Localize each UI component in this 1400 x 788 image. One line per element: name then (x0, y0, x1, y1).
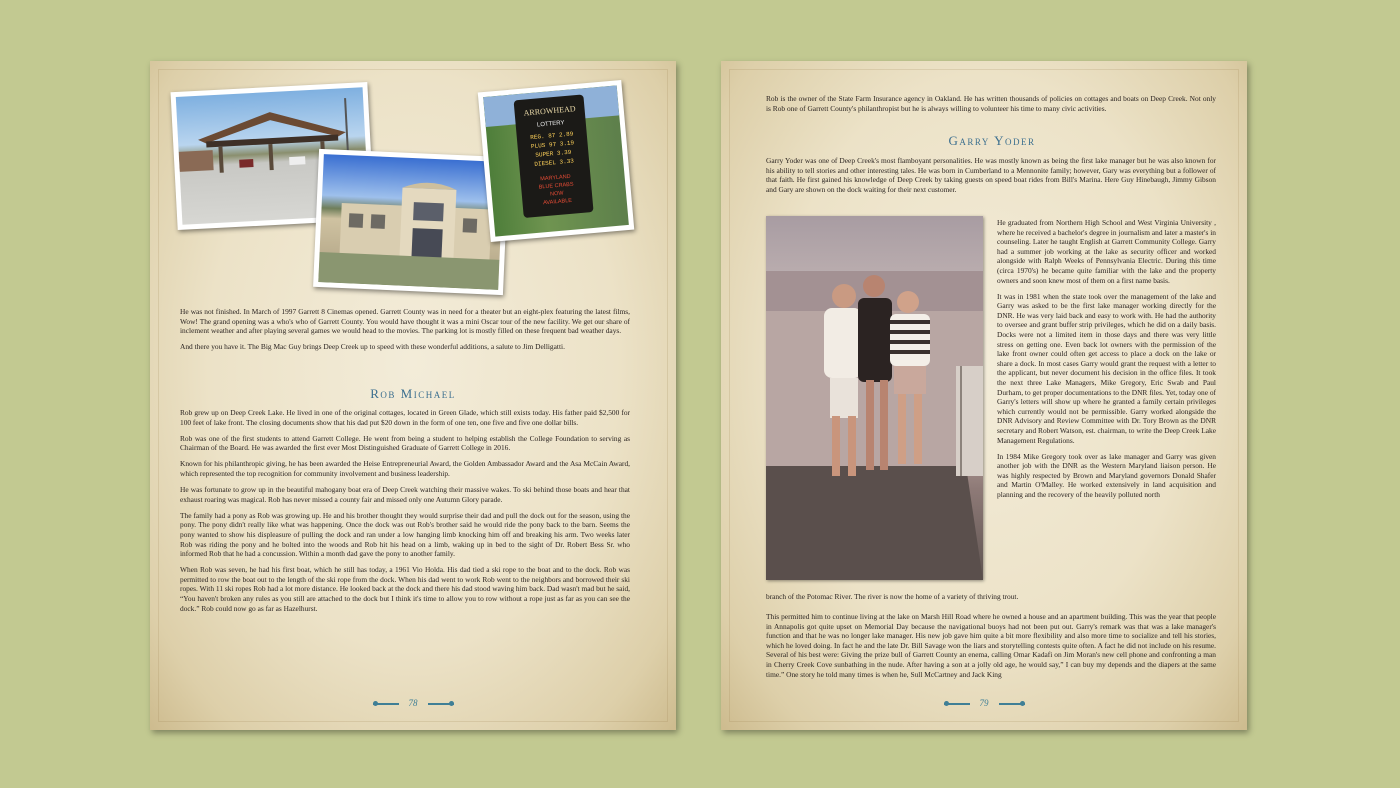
sign-price-2: PLUS 97 3.19 (530, 139, 575, 151)
folio-ornament-left (944, 703, 970, 705)
paragraph: He graduated from Northern High School and West Virginia University , where he received a bachelor's degree in journalism and later a master's in counseling. Later he taught English at Garrett Community College. Garry had a summer job working at the lake as security officer and worked alongside with Ralph Weeks of Pennsylvania Electric. During this time (circa 1970's) he became quite familiar with the lake and the property owners and soon knew most of them on a first name basis. (997, 218, 1216, 285)
paragraph: In 1984 Mike Gregory took over as lake manager and Garry was given another job with the DNR as the Western Maryland liaison person. He was highly respected by Brown and Maryland governors Donald Shafer and Martin O'Malley. He worked extensively in land acquisition and planning and the recovery of the heavily polluted north (997, 451, 1216, 500)
photo-men-on-dock (766, 216, 983, 580)
right-bottom-text (766, 612, 1216, 686)
paragraph: Rob is the owner of the State Farm Insurance agency in Oakland. He has written thousands of policies on cottages and boats on Deep Creek. Not only is Rob one of Garrett County's philanthropist but he is always willing to volunteer his time to many civic activities. (766, 94, 1216, 113)
paragraph: Garry Yoder was one of Deep Creek's most flamboyant personalities. He was mostly known as being the first lake manager but he was also known for his ability to tell stories and other interesting tales. He was born in Cumberland to a Mennonite family; however, Gary was everything but a follower of that faith. He first gained his knowledge of Deep Creek by taking guests on speed boat rides from Bill's Marina. Here Guy Hinebaugh, Jimmy Gibson and Gary are shown on the dock waiting for their next customer. (766, 156, 1216, 194)
page-number: 78 (408, 698, 418, 708)
right-column-text (997, 218, 1216, 500)
photo-arrowhead-sign (478, 80, 635, 242)
sign-price-4: DIESEL 3.33 (534, 157, 575, 168)
folio-ornament-right (428, 703, 454, 705)
paragraph: When Rob was seven, he had his first boat, which he still has today, a 1961 Vio Holda. His dad tied a ski rope to the boat and to the dock. Rob was permitted to row the boat out to the length of the ski rope from the dock. When his dad went to work Rob went to the neighbors and borrowed their ski ropes. With 11 ski ropes Rob had a lot more distance. He looked back at the dock and there his dad stood waving him back. Dad wasn't mad but he said, “You haven't broken any rules as you still are attached to the dock but I think it's time to allow you to row without a rope just as far as you can see the dock.” Rob could now go as far as Hazelhurst. (180, 565, 630, 613)
paragraph: Rob grew up on Deep Creek Lake. He lived in one of the original cottages, located in Green Glade, which still exists today. His father paid $2,500 for 100 feet of lake front. The closing documents show that his dad put $20 down in the form of one ten, one five and five one dollar bills. (180, 408, 630, 427)
sign-price-1: REG. 87 2.89 (529, 130, 574, 142)
left-page (150, 61, 676, 730)
right-intro-text (766, 94, 1216, 120)
photo-theater (313, 149, 509, 295)
paragraph: This permitted him to continue living at the lake on Marsh Hill Road where he owned a house and an apartment building. This was the year that people in Annapolis got quite upset on Memorial Day because the navigational buoys had not been put out. Garry's remark was that was a lake manager's function and that he was no longer lake manager. His new job gave him quite a bit more flexibility and also more time to socialize and tell his stories, which he loved doing. In fact he and the late Dr. Bill Savage won the liars and storytelling contests quite often. A fact he did not include on his resume. Several of his best were: Giving the prize bull of Garrett County an enema, calling Omar Kadafi on Jim Moran's new cell phone and confronting a man in Cherry Creek Cove sunbathing in the nude. After having a son at a jolly old age, he would say,” I can buy my depends and the diapers at the same time.” One story he told many times is when he, Sull McCartney and Jack King (766, 612, 1216, 679)
section-heading-rob-michael: Rob Michael (370, 386, 456, 401)
right-full-text (766, 156, 1216, 201)
sign-price-3: SUPER 3.39 (535, 148, 572, 159)
right-page (721, 61, 1247, 730)
page-number: 79 (979, 698, 989, 708)
section-heading-garry-yoder: Garry Yoder (948, 133, 1036, 148)
paragraph: He was not finished. In March of 1997 Garrett 8 Cinemas opened. Garrett County was in need for a theater but an eight-plex featuring the latest films, Wow! The grand opening was a who's who of Garrett County. You would have thought it was a mini Oscar tour of the new facility. We get our share of inclement weather and after playing several games we would head to the movies. The parking lot is mostly filled on these frequent bad weather days. (180, 307, 630, 336)
paragraph: Rob was one of the first students to attend Garrett College. He went from being a student to helping establish the College Foundation to serving as Chairman of the Board. He was awarded the first ever Most Distinguished Graduate of Garrett College in 2016. (180, 433, 630, 453)
left-top-text (180, 307, 630, 358)
sign-crab-2: BLUE CRABS (538, 181, 574, 191)
sign-crab-4: AVAILABLE (542, 197, 573, 207)
paragraph: It was in 1981 when the state took over the management of the lake and Garry was asked to be the first lake manager working directly for the DNR. He was very laid back and easy to work with. He had the authority to oversee and grant buffer strip privileges, which he did on a daily basis. Docks were not a limited item in those days and there was very little stress on getting one. Even back lot owners with the permission of the lake front owner could often get access to place a dock on the lake or share a dock. In most cases Garry would grant the request with a letter to the applicant, but never document his decision in the office files. It took the next three Lake Managers, Mike Gregory, Eric Swab and Paul Durham, to get proper documentations to the DNR files. Yet, today one of Garry's letters will show up where he granted a family certain privileges which currently would not be permissible. Garry worked alongside the DNR Advisory and Review Committee with Dr. Tory Brown as the DNR secretary and Robert Watson, est. chairman, to write the Deep Creek Lake Management Regulations. (997, 291, 1216, 445)
paragraph: He was fortunate to grow up in the beautiful mahogany boat era of Deep Creek watching their massive wakes. To ski behind those boats and hear that exhaust roaring was magical. Rob has never missed a county fair and missed only one Autumn Glory parade. (180, 485, 630, 504)
sign-brand: ARROWHEAD (523, 104, 576, 118)
arrowhead-sign-graphic (483, 85, 629, 236)
right-continuation-text (766, 592, 1216, 608)
folio-ornament-left (373, 703, 399, 705)
page-number-left (150, 698, 676, 708)
sign-crab-3: NOW (549, 190, 564, 198)
paragraph: Known for his philanthropic giving, he has been awarded the Heise Entrepreneurial Award, the Golden Ambassador Award and the Asa McCain Award, which represented the top recognition for community involvement and business leadership. (180, 459, 630, 478)
paragraph: The family had a pony as Rob was growing up. He and his brother thought they would surprise their dad and pull the dock out for the season, using the pony. The pony didn't really like what was happening. Once the dock was out Rob's brother said he would ride the pony back to the barn. Seems the pony wanted to show his displeasure of pulling the dock and ran under a low hanging limb knocking him off and breaking his arm. Two weeks later Rob was riding the pony and he bolted into the woods and Rob hit his head on a limb, waking up in bed to the sight of Dr. Robert Bess Sr. who informed Rob that he had a concussion. Within a month dad gave the pony to another family. (180, 510, 630, 559)
sign-crab-1: MARYLAND (540, 173, 571, 183)
theater-graphic (318, 154, 503, 290)
sign-lottery: LOTTERY (536, 120, 565, 129)
paragraph: branch of the Potomac River. The river is now the home of a variety of thriving trout. (766, 592, 1019, 601)
left-body-text (180, 408, 630, 620)
folio-ornament-right (999, 703, 1025, 705)
page-number-right (721, 698, 1247, 708)
paragraph: And there you have it. The Big Mac Guy brings Deep Creek up to speed with these wonderful additions, a salute to Jim Delligatti. (180, 342, 565, 352)
vintage-photo-graphic (766, 216, 983, 580)
